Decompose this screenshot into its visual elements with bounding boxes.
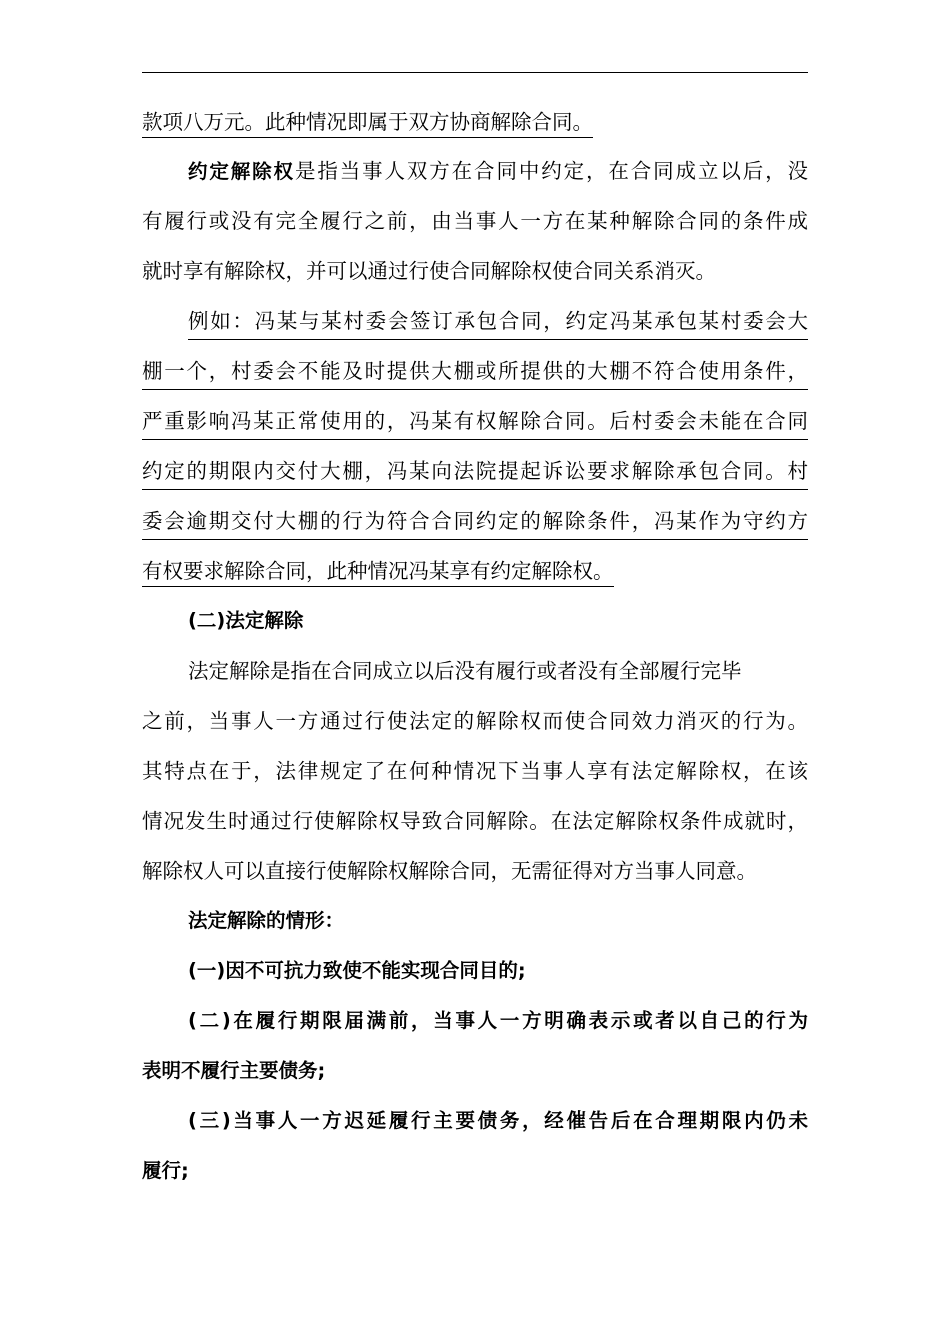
paragraph-4-line-3: 其特点在于，法律规定了在何种情况下当事人享有法定解除权，在该: [142, 759, 808, 783]
list-item-2-line-1: (二)在履行期限届满前，当事人一方明确表示或者以自己的行为: [188, 1009, 808, 1032]
paragraph-2-line-2: 有履行或没有完全履行之前，由当事人一方在某种解除合同的条件成: [142, 209, 808, 233]
bold-term: 约定解除权: [188, 160, 295, 183]
paragraph-4-line-4: 情况发生时通过行使解除权导致合同解除。在法定解除权条件成就时，: [142, 809, 808, 833]
example-line-3: [142, 406, 808, 436]
list-item-1: (一)因不可抗力致使不能实现合同目的;: [188, 959, 526, 982]
example-line-5: [142, 506, 808, 536]
example-line-1: [188, 306, 808, 336]
paragraph-4-line-1: 法定解除是指在合同成立以后没有履行或者没有全部履行完毕: [188, 659, 742, 683]
underlined-text: 约定的期限内交付大棚，冯某向法院提起诉讼要求解除承包合同。村: [142, 456, 808, 490]
list-heading: 法定解除的情形：: [188, 909, 345, 932]
example-line-4: [142, 456, 808, 486]
underlined-text: 有权要求解除合同，此种情况冯某享有约定解除权。: [142, 559, 614, 587]
example-line-2: [142, 356, 808, 386]
underlined-text: 款项八万元。此种情况即属于双方协商解除合同。: [142, 110, 593, 138]
paragraph-2-line-1: [188, 156, 808, 186]
list-item-3-line-2: 履行;: [142, 1159, 189, 1182]
underlined-text: 委会逾期交付大棚的行为符合合同约定的解除条件，冯某作为守约方: [142, 506, 808, 540]
section-heading: (二)法定解除: [188, 609, 304, 632]
text-span: 是指当事人双方在合同中约定，在合同成立以后，没: [294, 159, 808, 183]
example-line-6: [142, 556, 614, 586]
paragraph-1: [142, 107, 593, 137]
list-item-2-line-2: 表明不履行主要债务;: [142, 1059, 326, 1082]
header-rule: [142, 72, 808, 73]
underlined-text: 例如：冯某与某村委会签订承包合同，约定冯某承包某村委会大: [188, 306, 808, 340]
underlined-text: 棚一个，村委会不能及时提供大棚或所提供的大棚不符合使用条件，: [142, 356, 808, 390]
underlined-text: 严重影响冯某正常使用的，冯某有权解除合同。后村委会未能在合同: [142, 406, 808, 440]
paragraph-4-line-5: 解除权人可以直接行使解除权解除合同，无需征得对方当事人同意。: [142, 859, 757, 883]
paragraph-4-line-2: 之前，当事人一方通过行使法定的解除权而使合同效力消灭的行为。: [142, 709, 808, 733]
list-item-3-line-1: (三)当事人一方迟延履行主要债务，经催告后在合理期限内仍未: [188, 1109, 808, 1132]
paragraph-2-line-3: 就时享有解除权，并可以通过行使合同解除权使合同关系消灭。: [142, 259, 716, 283]
